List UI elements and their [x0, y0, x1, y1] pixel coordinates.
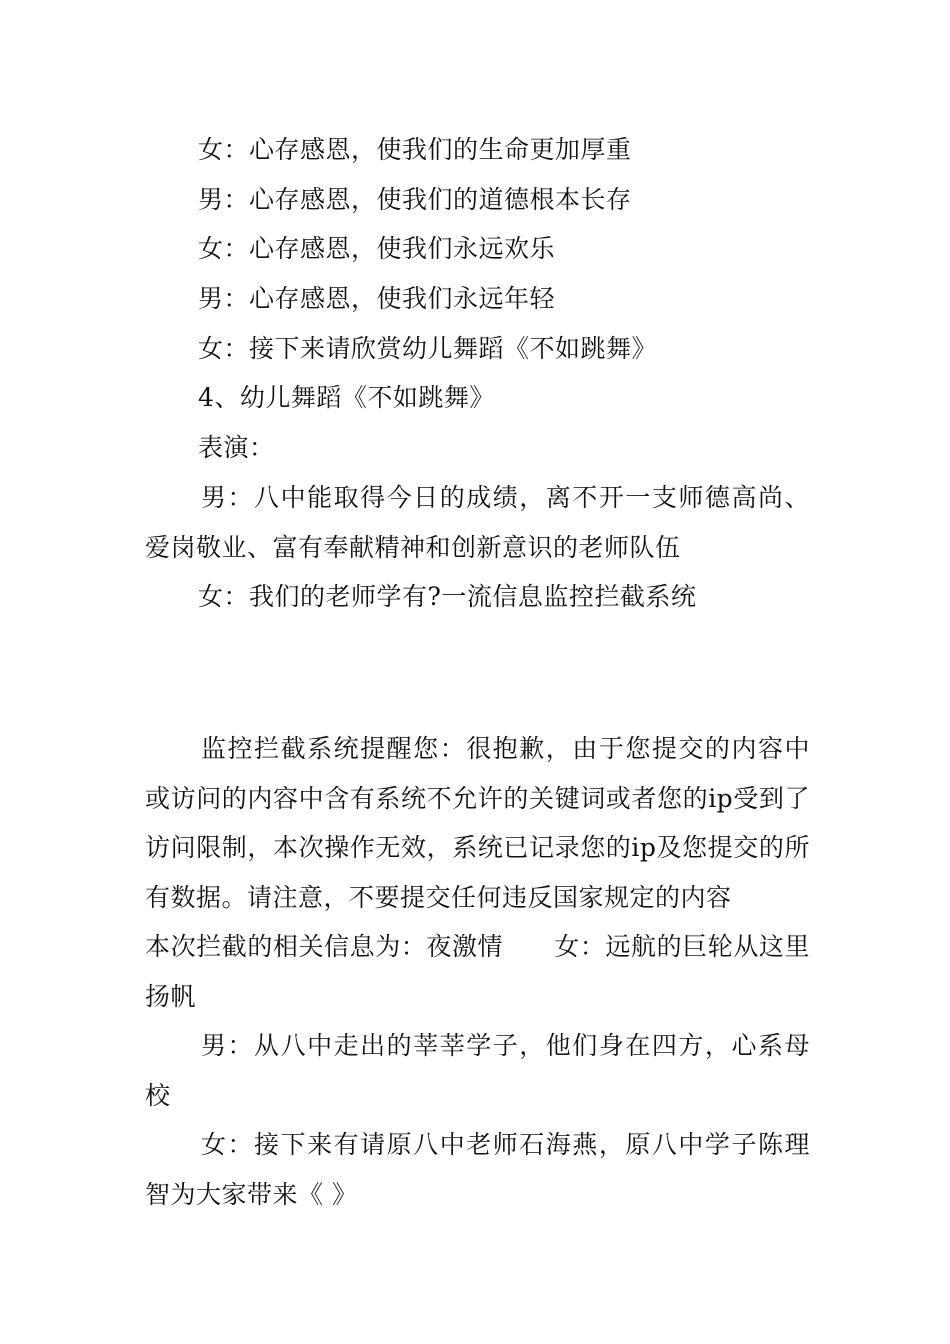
dialogue-line: 男：心存感恩，使我们的道德根本长存 — [198, 185, 632, 214]
dialogue-line: 男：心存感恩，使我们永远年轻 — [198, 284, 556, 313]
performer-label: 表演： — [198, 433, 275, 462]
program-item-heading: 4、幼儿舞蹈《不如跳舞》 — [198, 383, 495, 412]
dialogue-line: 女：心存感恩，使我们永远欢乐 — [198, 234, 556, 263]
dialogue-line: 女：心存感恩，使我们的生命更加厚重 — [198, 135, 632, 164]
dialogue-line: 女：接下来请欣赏幼儿舞蹈《不如跳舞》 — [198, 334, 658, 363]
interception-detail: 本次拦截的相关信息为：夜激情 女：远航的巨轮从这里扬帆 — [145, 932, 810, 1011]
teacher-paragraph — [145, 473, 810, 572]
dialogue-line: 女：我们的老师学有?一流信息监控拦截系统 — [198, 582, 697, 611]
invite-paragraph: 女：接下来有请原八中老师石海燕，原八中学子陈理智为大家带来《 》 — [145, 1130, 810, 1209]
students-paragraph: 男：从八中走出的莘莘学子，他们身在四方，心系母校 — [145, 1031, 810, 1110]
paragraph-text: 男：八中能取得今日的成绩，离不开一支师德高尚、爱岗敬业、富有奉献精神和创新意识的老师队伍 — [145, 483, 810, 562]
interception-notice: 监控拦截系统提醒您：很抱歉，由于您提交的内容中或访问的内容中含有系统不允许的关键词或者您的ip受到了访问限制，本次操作无效，系统已记录您的ip及您提交的所有数据。请注意，不要提交任何违反国家规定的内容 — [145, 734, 810, 912]
notice-block — [145, 724, 810, 1219]
